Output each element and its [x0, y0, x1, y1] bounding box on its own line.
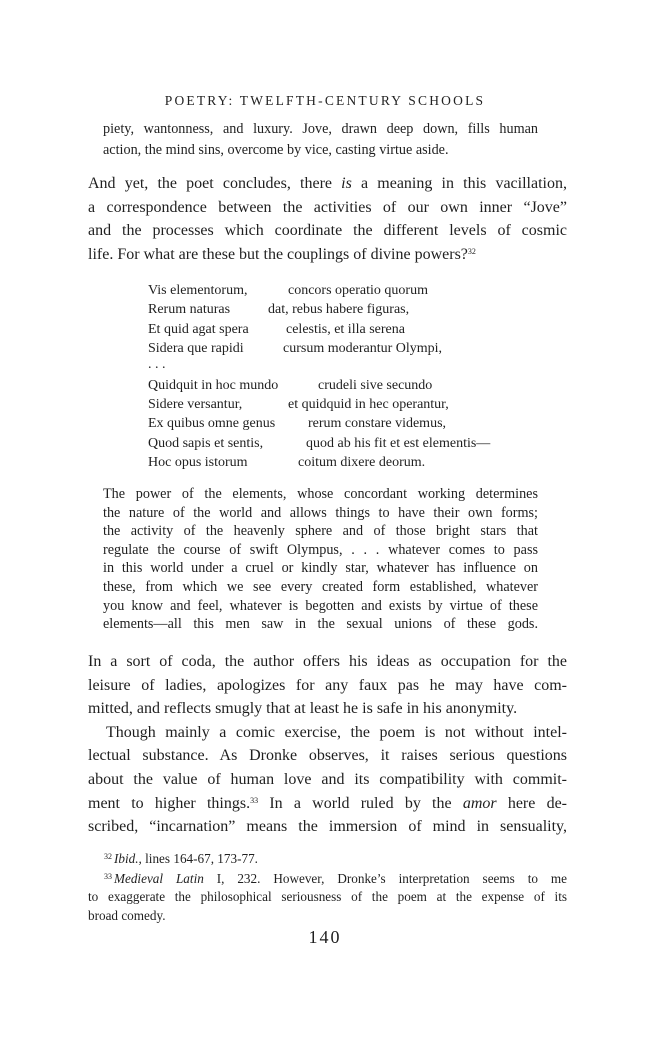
quoted-translation-continuation: [103, 119, 538, 161]
latin-verse: [148, 281, 528, 473]
verse-hemistich-b: coitum dixere deorum.: [298, 455, 426, 471]
emphasis: Ibid.,: [114, 851, 142, 866]
text-line: you know and feel, whatever is begotten and exists by virtue of these: [103, 597, 538, 614]
text-run: ment to higher things.: [88, 794, 251, 812]
verse-hemistich-a: Quod sapis et sentis,: [148, 435, 264, 451]
verse-translation: [103, 485, 538, 634]
text-line: [88, 243, 567, 267]
text-line: and the processes which coordinate the different levels of cosmic: [88, 222, 567, 240]
text-run: I, 232. However, Dronke’s interpretation seems to me: [203, 871, 567, 887]
text-line: leisure of ladies, apologizes for any faux pas he may have com-: [88, 676, 567, 694]
emphasis: is: [341, 175, 352, 192]
footnote-number: 32: [104, 852, 112, 861]
footnote-32: [88, 848, 567, 868]
text-line: action, the mind sins, overcome by vice, casting virtue aside.: [103, 142, 449, 158]
footnote-33-continued: broad comedy.: [88, 907, 166, 923]
verse-hemistich-b: cursum moderantur Olympi,: [283, 341, 443, 357]
verse-hemistich-b: concors operatio quorum: [288, 283, 428, 298]
text-run: a meaning in this vacillation,: [351, 175, 567, 192]
verse-line: [148, 281, 528, 300]
page-number: 140: [308, 927, 342, 947]
verse-line: [148, 414, 528, 433]
text-run: And yet, the poet concludes, there: [88, 175, 342, 192]
text-line: about the value of human love and its compatibility with commit-: [88, 770, 567, 788]
text-line: Though mainly a comic exercise, the poem is not without intel-: [106, 723, 567, 741]
verse-line: [148, 376, 528, 395]
verse-line: [148, 300, 528, 319]
paragraph-2: [88, 650, 567, 839]
verse-hemistich-a: . . .: [148, 356, 166, 372]
text-line: the activity of the heavenly sphere and of those bright stars that: [103, 523, 538, 540]
verse-hemistich-b: quod ab his fit et est elementis—: [306, 435, 491, 451]
verse-hemistich-b: dat, rebus habere figuras,: [268, 302, 410, 318]
verse-hemistich-a: Sidere versantur,: [148, 396, 243, 412]
verse-line: [148, 395, 528, 414]
emphasis: amor: [462, 794, 497, 812]
text-line: these, from which we see every created form established, whatever: [103, 578, 538, 595]
verse-hemistich-a: Rerum naturas: [148, 302, 231, 318]
text-line: scribed, “incarnation” means the immersion of mind in sensuality,: [88, 818, 567, 836]
verse-hemistich-a: Ex quibus omne genus: [148, 416, 276, 432]
text-line: the nature of the world and allows things to have their own forms;: [103, 504, 538, 521]
emphasis: Medieval Latin: [114, 871, 204, 887]
footnote-ref-33: 33: [250, 795, 259, 805]
verse-line: [148, 434, 528, 453]
text-line: in this world under a cruel or kindly star, whatever has influence on: [103, 560, 538, 577]
footnote-ref-32: 32: [467, 246, 476, 256]
text-run: here de-: [496, 794, 567, 812]
text-line: In a sort of coda, the author offers his ideas as occupation for the: [88, 653, 567, 670]
verse-hemistich-b: et quidquid in hec operantur,: [288, 396, 449, 412]
verse-line: [148, 339, 528, 358]
text-run: life. For what are these but the couplings of divine powers?: [88, 245, 468, 263]
verse-hemistich-a: Hoc opus istorum: [148, 455, 248, 471]
footnotes: [88, 848, 567, 925]
text-run: lines 164-67, 173-77.: [141, 851, 258, 866]
paragraph-1: [88, 172, 567, 266]
text-line: regulate the course of swift Olympus, . . . whatever comes to pass: [103, 541, 538, 558]
text-line: lectual substance. As Dronke observes, it raises serious questions: [88, 747, 567, 765]
text-line: [88, 172, 567, 196]
running-head: POETRY: TWELFTH-CENTURY SCHOOLS: [164, 93, 486, 108]
verse-hemistich-b: celestis, et illa serena: [286, 321, 405, 337]
verse-line: [148, 453, 528, 472]
text-line: elements—all this men saw in the sexual unions of these gods.: [103, 616, 538, 633]
verse-hemistich-a: Sidera que rapidi: [148, 341, 244, 357]
text-line: piety, wantonness, and luxury. Jove, drawn deep down, fills human: [103, 121, 538, 137]
text-line: The power of the elements, whose concordant working determines: [103, 486, 538, 502]
footnote-number: 33: [104, 872, 112, 882]
footnote-33: [88, 868, 567, 888]
text-line: mitted, and reflects smugly that at least he is safe in his anonymity.: [88, 700, 518, 718]
text-run: In a world ruled by the: [258, 794, 463, 812]
text-line: [88, 792, 567, 816]
verse-line: [148, 320, 528, 339]
verse-hemistich-a: Et quid agat spera: [148, 321, 249, 337]
verse-ellipsis: [148, 356, 528, 376]
verse-hemistich-a: Vis elementorum,: [148, 283, 248, 298]
verse-hemistich-b: crudeli sive secundo: [318, 377, 433, 393]
verse-hemistich-b: rerum constare videmus,: [308, 416, 447, 432]
footnote-33-continued: to exaggerate the philosophical seriousness of the poem at the expense of its: [88, 889, 567, 905]
verse-hemistich-a: Quidquit in hoc mundo: [148, 377, 279, 393]
text-line: a correspondence between the activities of our own inner “Jove”: [88, 198, 567, 216]
